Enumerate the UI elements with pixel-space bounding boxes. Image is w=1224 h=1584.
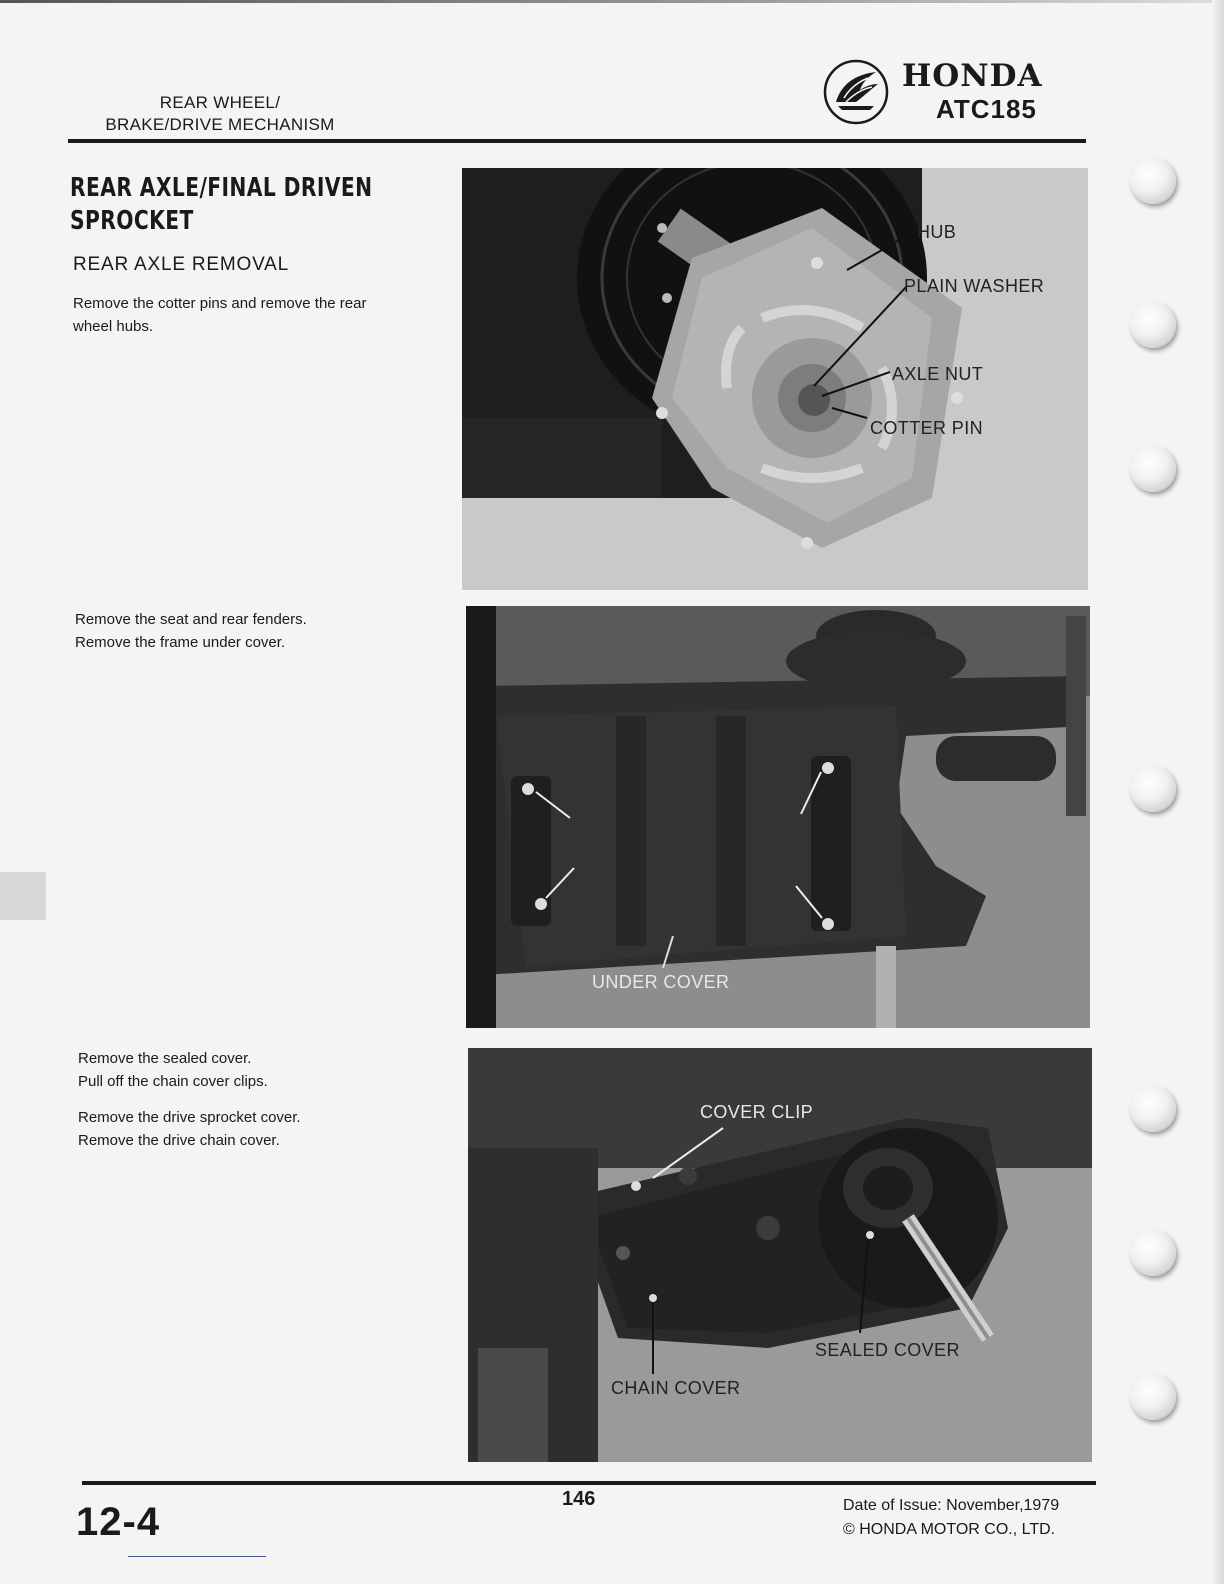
- page-number: 146: [562, 1488, 596, 1510]
- step-2-line1: Remove the seat and rear fenders.: [75, 611, 307, 628]
- binder-hole: [1130, 766, 1176, 812]
- footer-rule: [82, 1481, 1096, 1485]
- step-3-line4: Remove the drive chain cover.: [78, 1132, 280, 1149]
- under-cover-photo: [466, 606, 1090, 1028]
- label-cotter-pin: COTTER PIN: [870, 418, 984, 438]
- procedure-subtitle: REAR AXLE REMOVAL: [73, 254, 289, 275]
- section-label-line2: BRAKE/DRIVE MECHANISM: [105, 115, 335, 134]
- page-title-line2: SPROCKET: [70, 206, 194, 236]
- label-under-cover: UNDER COVER: [592, 972, 730, 992]
- binder-hole: [1130, 1230, 1176, 1276]
- label-sealed-cover: SEALED COVER: [815, 1340, 960, 1360]
- step-3-line3: Remove the drive sprocket cover.: [78, 1109, 301, 1126]
- header-rule: [68, 139, 1086, 143]
- brand-name: HONDA: [902, 58, 1043, 94]
- step-2-text: [75, 608, 307, 654]
- bottom-link-underline: [128, 1556, 266, 1557]
- binder-hole: [1130, 158, 1176, 204]
- binder-hole: [1130, 302, 1176, 348]
- label-plain-washer: PLAIN WASHER: [904, 276, 1045, 296]
- label-hub: HUB: [917, 222, 957, 242]
- scan-edge-line: [0, 0, 1224, 3]
- brand-model: ATC185: [936, 94, 1037, 124]
- honda-wing-logo-icon: [822, 58, 890, 126]
- step-1-line1: Remove the cotter pins and remove the rear: [73, 295, 367, 312]
- page-title-line1: REAR AXLE/FINAL DRIVEN: [70, 173, 373, 203]
- step-3-text: [78, 1047, 301, 1152]
- issue-info: [843, 1494, 1059, 1542]
- step-1-line2: wheel hubs.: [73, 318, 154, 335]
- step-3-line2: Pull off the chain cover clips.: [78, 1073, 268, 1090]
- label-cover-clip: COVER CLIP: [700, 1102, 814, 1122]
- section-tab-marker: [0, 872, 46, 920]
- label-axle-nut: AXLE NUT: [892, 364, 984, 384]
- section-page-id: 12-4: [76, 1500, 161, 1544]
- chain-cover-photo: [468, 1048, 1092, 1462]
- hub-photo-image: [462, 168, 1088, 590]
- honda-brand-block: [822, 56, 1092, 132]
- binder-hole: [1130, 1086, 1176, 1132]
- binder-hole: [1130, 446, 1176, 492]
- label-chain-cover: CHAIN COVER: [611, 1378, 741, 1398]
- binder-hole: [1130, 1374, 1176, 1420]
- issue-date: Date of Issue: November,1979: [843, 1497, 1060, 1514]
- step-2-line2: Remove the frame under cover.: [75, 634, 286, 651]
- under-cover-photo-image: [466, 606, 1090, 1028]
- page-edge-shadow: [1212, 0, 1224, 1584]
- copyright-notice: © HONDA MOTOR CO., LTD.: [843, 1521, 1056, 1538]
- step-1-text: [73, 292, 366, 338]
- step-3-line1: Remove the sealed cover.: [78, 1050, 252, 1067]
- section-label: [70, 92, 370, 136]
- hub-photo: [462, 168, 1088, 590]
- page-title: [70, 172, 373, 238]
- section-label-line1: REAR WHEEL/: [159, 93, 281, 112]
